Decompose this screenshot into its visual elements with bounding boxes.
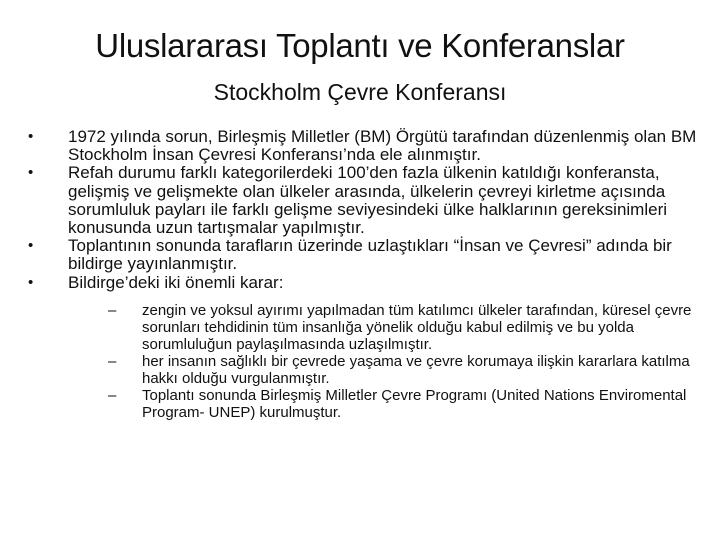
slide-body bbox=[28, 128, 700, 421]
bullet-text: 1972 yılında sorun, Birleşmiş Milletler (BM) Örgütü tarafından düzenlenmiş olan BM Stockholm İnsan Çevresi Konferansı’nda ele alınmıştır. bbox=[68, 127, 697, 165]
dash-icon: – bbox=[108, 352, 117, 370]
bullet-icon: • bbox=[28, 237, 34, 255]
sub-bullet-text: her insanın sağlıklı bir çevrede yaşama ve çevre korumaya ilişkin kararlara katılma hakkı olduğu vurgulanmıştır. bbox=[142, 352, 690, 387]
sub-bullet-text: Toplantı sonunda Birleşmiş Milletler Çevre Programı (United Nations Enviromental Program- UNEP) kurulmuştur. bbox=[142, 386, 687, 421]
dash-icon: – bbox=[108, 301, 117, 319]
bullet-text: Bildirge’deki iki önemli karar: bbox=[68, 272, 284, 292]
sub-bullet-item bbox=[108, 353, 700, 387]
bullet-text: Toplantının sonunda tarafların üzerinde uzlaştıkları “İnsan ve Çevresi” adında bir bildirge yayınlanmıştır. bbox=[68, 236, 672, 274]
bullet-icon: • bbox=[28, 128, 34, 145]
slide-title: Uluslararası Toplantı ve Konferanslar bbox=[95, 27, 625, 64]
sub-bullet-item bbox=[108, 387, 700, 421]
bullet-icon: • bbox=[28, 164, 34, 182]
bullet-item bbox=[28, 164, 700, 237]
slide-subtitle: Stockholm Çevre Konferansı bbox=[213, 79, 507, 105]
bullet-item bbox=[28, 237, 700, 273]
dash-icon: – bbox=[108, 386, 117, 404]
bullet-text: Refah durumu farklı kategorilerdeki 100’den fazla ülkenin katıldığı konferansta, gelişmiş ve gelişmekte olan ülkeler arasında, ülkelerin çevreyi kirletme açısında sorumluluk payları ile farklı gelişme seviyesindeki ülke halklarının gereksinimleri konusunda uzun tartışmalar yapılmıştır. bbox=[68, 163, 668, 238]
sub-bullet-list bbox=[68, 302, 700, 421]
bullet-list bbox=[28, 128, 700, 421]
bullet-icon: • bbox=[28, 273, 34, 291]
bullet-item bbox=[28, 274, 700, 421]
sub-bullet-text: zengin ve yoksul ayırımı yapılmadan tüm katılımcı ülkeler tarafından, küresel çevre sorunları tehdidinin tüm insanlığa yönelik olduğu kabul edilmiş ve bu yolda sorumluluğun paylaşılmasında uzlaşılmıştır. bbox=[142, 301, 692, 353]
bullet-item bbox=[28, 128, 700, 164]
sub-bullet-item bbox=[108, 302, 700, 353]
